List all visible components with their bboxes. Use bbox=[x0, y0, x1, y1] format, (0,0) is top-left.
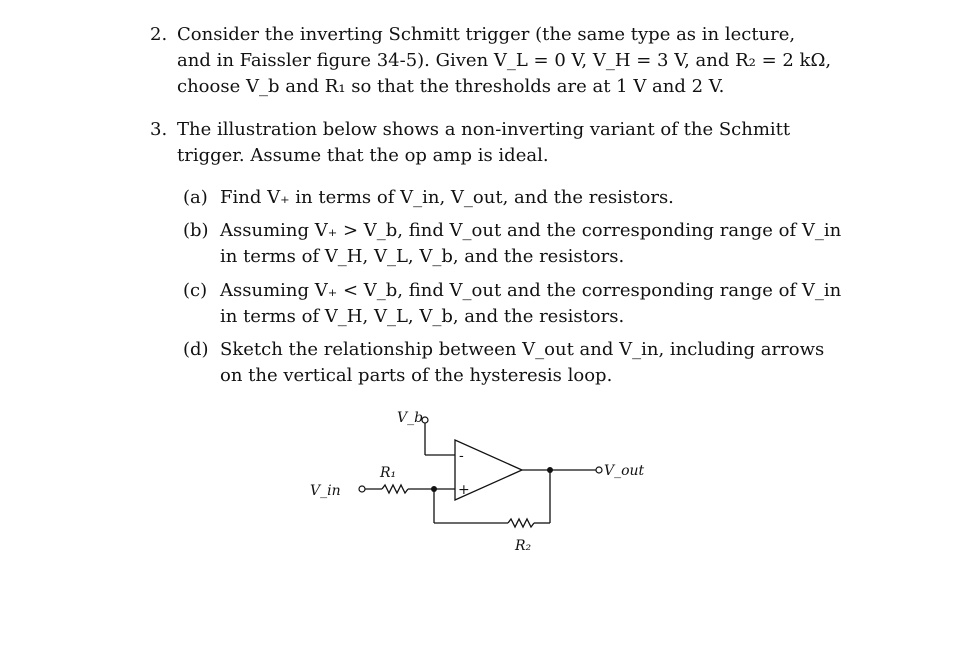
part-text: Assuming V₊ > V_b, find V_out and the corresponding range of V_in in terms of V_H, V_L, V_b, and the resistors. bbox=[220, 220, 842, 267]
schmitt-trigger-circuit bbox=[300, 405, 645, 555]
part-label: (a) bbox=[183, 187, 208, 208]
vout-label: V_out bbox=[604, 463, 645, 479]
problem-number: 2. bbox=[150, 24, 168, 45]
text-line: and in Faissler figure 34-5). Given V_L = 0 V, V_H = 3 V, and R₂ = 2 kΩ, bbox=[177, 50, 832, 71]
part-text: Assuming V₊ < V_b, find V_out and the corresponding range of V_in in terms of V_H, V_L, V_b, and the resistors. bbox=[220, 280, 842, 327]
junction-dot-icon bbox=[431, 486, 437, 492]
text-line: Consider the inverting Schmitt trigger (the same type as in lecture, bbox=[177, 24, 796, 45]
vin-label: V_in bbox=[310, 483, 341, 499]
text-line: trigger. Assume that the op amp is ideal. bbox=[177, 145, 549, 166]
part-text: Sketch the relationship between V_out and V_in, including arrows on the vertical parts of the hysteresis loop. bbox=[220, 339, 825, 386]
part-label: (d) bbox=[183, 339, 209, 360]
r2-resistor-icon bbox=[508, 519, 534, 527]
r2-label: R₂ bbox=[515, 538, 532, 554]
problem-text bbox=[177, 22, 832, 100]
part-label: (c) bbox=[183, 280, 208, 301]
r1-label: R₁ bbox=[380, 465, 397, 481]
vin-terminal-icon bbox=[359, 486, 365, 492]
r1-resistor-icon bbox=[382, 485, 408, 493]
junction-dot-icon bbox=[547, 467, 553, 473]
text-line: The illustration below shows a non-inverting variant of the Schmitt bbox=[177, 119, 791, 140]
vb-label: V_b bbox=[397, 410, 424, 426]
vout-terminal-icon bbox=[596, 467, 602, 473]
text-line: choose V_b and R₁ so that the thresholds are at 1 V and 2 V. bbox=[177, 76, 725, 97]
plus-sign: + bbox=[458, 482, 470, 498]
problem-number: 3. bbox=[150, 119, 168, 140]
part-label: (b) bbox=[183, 220, 209, 241]
problem-text bbox=[177, 117, 810, 169]
part-text: Find V₊ in terms of V_in, V_out, and the resistors. bbox=[220, 187, 674, 208]
minus-sign: - bbox=[459, 448, 464, 464]
